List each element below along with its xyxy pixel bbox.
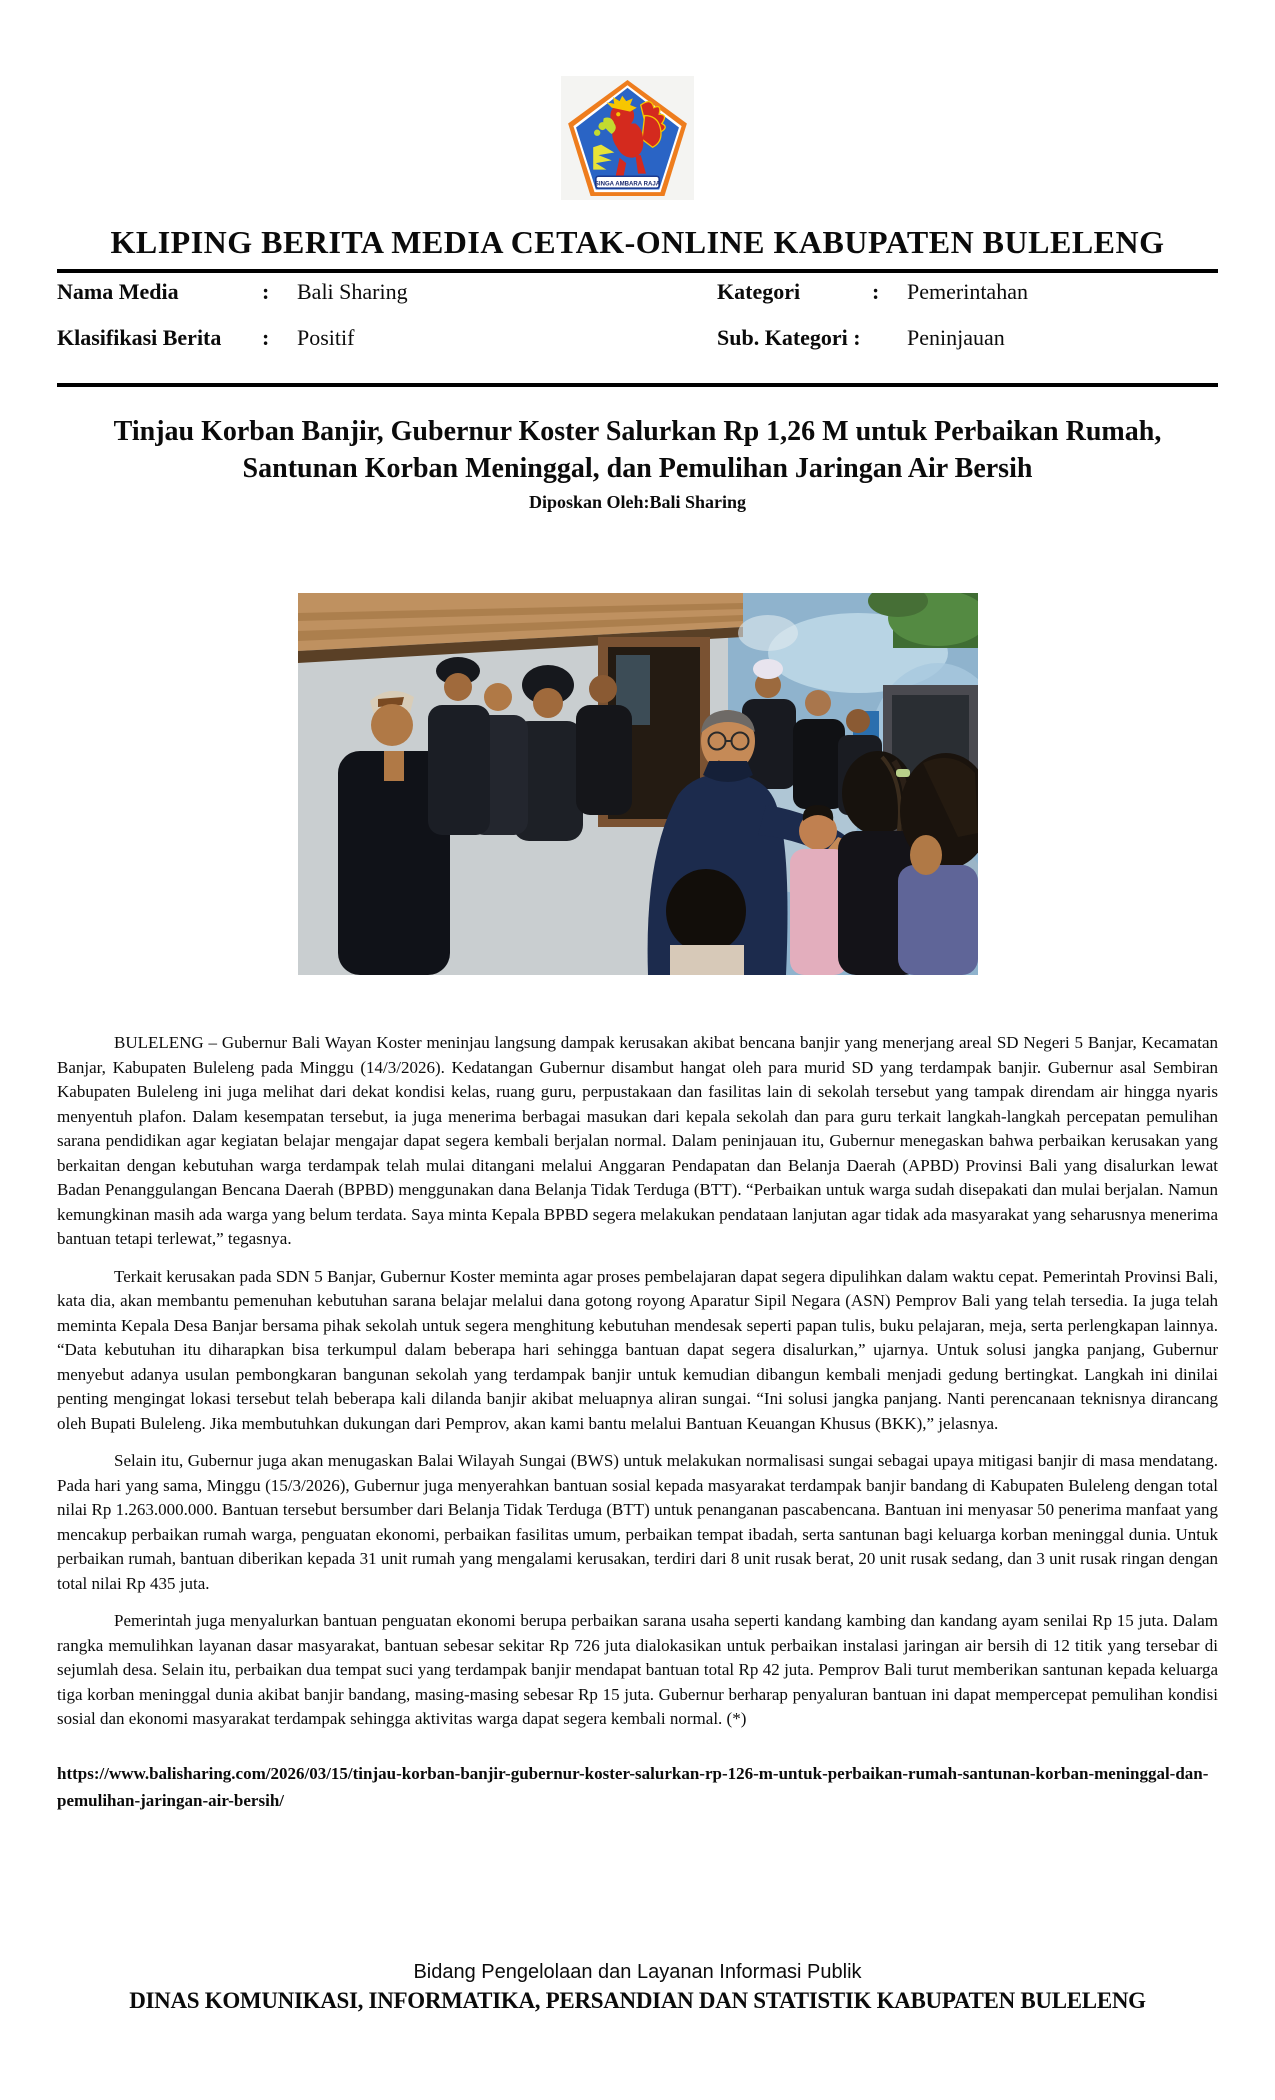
article-paragraph-4: Pemerintah juga menyalurkan bantuan penguatan ekonomi berupa perbaikan sarana usaha seperti kandang kambing dan kandang ayam senilai Rp 15 juta. Dalam rangka memulihkan layanan dasar masyarakat, bantuan sebesar sekitar Rp 726 juta dialokasikan untuk perbaikan instalasi jaringan air bersih di 12 titik yang tersebar di sejumlah desa. Selain itu, perbaikan dua tempat suci yang terdampak banjir mendapat bantuan total Rp 42 juta. Pemprov Bali turut memberikan santunan kepada keluarga tiga korban meninggal dunia akibat banjir bandang, masing-masing sebesar Rp 15 juta. Gubernur berharap penyaluran bantuan ini dapat mempercepat pemulihan kondisi sosial dan ekonomi masyarakat terdampak sehingga aktivitas warga dapat segera kembali normal. (*) [57,1611,1218,1728]
article-paragraph-2: Terkait kerusakan pada SDN 5 Banjar, Gubernur Koster meminta agar proses pembelajaran dapat segera dipulihkan dalam waktu cepat. Pemerintah Provinsi Bali, kata dia, akan membantu pemenuhan kebutuhan sarana belajar melalui dana gotong royong Aparatur Sipil Negara (ASN) Pemprov Bali yang telah tersedia. Ia juga telah meminta Kepala Desa Banjar bersama pihak sekolah untuk segera menghitung kebutuhan mendesak seperti papan tulis, buku pelajaran, meja, serta perlengkapan lainnya. “Data kebutuhan itu diharapkan bisa terkumpul dalam beberapa hari sehingga bantuan dapat segera disalurkan,” ujarnya. Untuk solusi jangka panjang, Gubernur menyebut adanya usulan pembongkaran bangunan sekolah yang terdampak banjir untuk kemudian dibangun kembali menjadi gedung bertingkat. Langkah ini dinilai penting mengingat lokasi tersebut telah beberapa kali dilanda banjir akibat meluapnya aliran sungai. “Ini solusi jangka panjang. Nanti perencanaan teknisnya dirancang oleh Bupati Buleleng. Jika membutuhkan dukungan dari Pemprov, akan kami bantu melalui Bantuan Keuangan Khusus (BKK),” jelasnya. [57,1266,1218,1433]
sub-kategori-label: Sub. Kategori : [717,325,861,350]
nama-media-label: Nama Media [57,279,179,304]
kategori-value: Pemerintahan [907,279,1028,304]
article-paragraph-3: Selain itu, Gubernur juga akan menugaskan Balai Wilayah Sungai (BWS) untuk melakukan normalisasi sungai sebagai upaya mitigasi banjir di masa mendatang. Pada hari yang sama, Minggu (15/3/2026), Gubernur juga menyerahkan bantuan sosial kepada masyarakat terdampak banjir bandang di Kabupaten Buleleng dengan total nilai Rp 1.263.000.000. Bantuan tersebut bersumber dari Belanja Tidak Terduga (BTT) untuk penanganan pascabencana. Bantuan ini menyasar 50 penerima manfaat yang mencakup perbaikan rumah warga, penguatan ekonomi, perbaikan fasilitas umum, perbaikan tempat ibadah, serta santunan bagi keluarga korban meninggal dunia. Untuk perbaikan rumah, bantuan diberikan kepada 31 unit rumah yang mengalami kerusakan, terdiri dari 8 unit rusak berat, 20 unit rusak sedang, dan 3 unit rusak ringan dengan total nilai Rp 435 juta. [57,1451,1218,1593]
nama-media-value: Bali Sharing [297,279,408,304]
buleleng-logo-box [561,76,694,200]
article-photo [298,593,978,975]
kategori-colon: : [872,279,880,304]
buleleng-regency-logo-icon [561,76,694,200]
klasifikasi-berita-value: Positif [297,325,355,350]
logo-banner-text: SINGA AMBARA RAJA [594,181,661,188]
klasifikasi-berita-label: Klasifikasi Berita [57,325,222,350]
document-header-title: KLIPING BERITA MEDIA CETAK-ONLINE KABUPATEN BULELENG [110,224,1165,260]
nama-media-colon: : [262,279,270,304]
document-footer [0,1961,1275,2014]
kategori-label: Kategori [717,279,801,304]
klasifikasi-berita-colon: : [262,325,270,350]
article-byline: Diposkan Oleh:Bali Sharing [528,492,747,512]
article-title: Tinjau Korban Banjir, Gubernur Koster Salurkan Rp 1,26 M untuk Perbaikan Rumah, Santunan Korban Meninggal, dan Pemulihan Jaringan Air Bersih [113,416,1162,484]
footer-division-name: Bidang Pengelolaan dan Layanan Informasi Publik [413,1961,862,1983]
sub-kategori-value: Peninjauan [907,325,1005,350]
footer-agency-name: DINAS KOMUNIKASI, INFORMATIKA, PERSANDIAN DAN STATISTIK KABUPATEN BULELENG [129,1988,1146,2013]
article-paragraph-1: BULELENG – Gubernur Bali Wayan Koster meninjau langsung dampak kerusakan akibat bencana banjir yang menerjang areal SD Negeri 5 Banjar, Kecamatan Banjar, Kabupaten Buleleng pada Minggu (14/3/2026). Kedatangan Gubernur disambut hangat oleh para murid SD yang terdampak banjir. Gubernur asal Sembiran Kabupaten Buleleng ini juga melihat dari dekat kondisi kelas, ruang guru, perpustakaan dan fasilitas lain di sekolah tersebut yang tampak direndam air hingga nyaris menyentuh plafon. Dalam kesempatan tersebut, ia juga menerima berbagai masukan dari kepala sekolah dan para guru terkait langkah-langkah percepatan pemulihan sarana pendidikan agar kegiatan belajar mengajar dapat segera kembali berjalan normal. Dalam peninjauan itu, Gubernur menegaskan bahwa perbaikan kerusakan yang berkaitan dengan kebutuhan warga terdampak telah mulai ditangani melalui Anggaran Pendapatan dan Belanja Daerah (APBD) Provinsi Bali yang disalurkan lewat Badan Penanggulangan Bencana Daerah (BPBD) menggunakan dana Belanja Tidak Terduga (BTT). “Perbaikan untuk warga sudah disepakati dan mulai berjalan. Namun kemungkinan masih ada warga yang belum terdata. Saya minta Kepala BPBD segera melakukan pendataan lanjutan agar tidak ada masyarakat yang seharusnya menerima bantuan tetapi terlewat,” tegasnya. [57,1033,1218,1248]
metadata-row-2 [57,325,1218,371]
article-source-url[interactable]: https://www.balisharing.com/2026/03/15/tinjau-korban-banjir-gubernur-koster-salurkan-rp-126-m-untuk-perbaikan-rumah-santunan-korban-meninggal-dan-pemulihan-jaringan-air-bersih/ [57,1763,1209,1810]
metadata-divider-line [57,383,1218,387]
metadata-row-1 [57,279,1218,325]
media-metadata-table [57,273,1218,381]
article-body [57,1031,1218,1814]
